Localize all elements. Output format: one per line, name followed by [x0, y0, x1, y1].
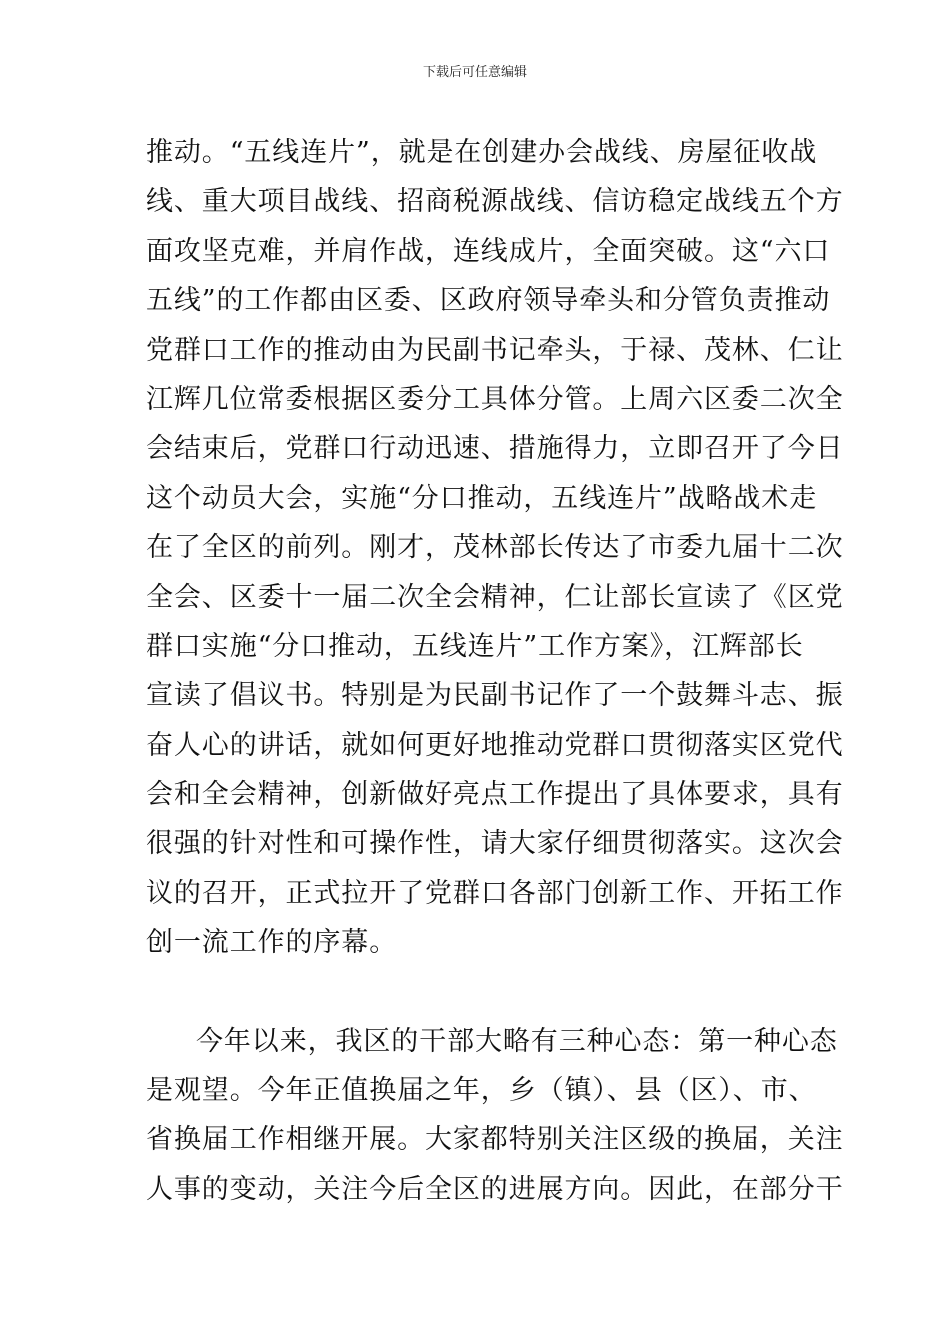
page-header: 下载后可任意编辑 — [422, 65, 527, 80]
text-line: 党群口工作的推动由为民副书记牵头，于禄、茂林、仁让 — [146, 334, 844, 366]
text-line: 人事的变动，关注今后全区的进展方向。因此，在部分干 — [146, 1173, 844, 1205]
text-line: 创一流工作的序幕。 — [146, 927, 398, 959]
text-line: 会和全会精神，创新做好亮点工作提出了具体要求，具有 — [146, 779, 844, 811]
paragraph-spacer — [146, 968, 811, 1017]
text-line: 面攻坚克难，并肩作战，连线成片，全面突破。这“六口 — [146, 235, 831, 267]
text-line-indented: 今年以来，我区的干部大略有三种心态：第一种心态 — [196, 1025, 838, 1057]
text-line: 这个动员大会，实施“分口推动，五线连片”战略战术走 — [146, 482, 818, 514]
paragraph-1 — [146, 128, 844, 968]
text-line: 议的召开，正式拉开了党群口各部门创新工作、开拓工作 — [146, 877, 844, 909]
text-line: 很强的针对性和可操作性，请大家仔细贯彻落实。这次会 — [146, 828, 844, 860]
text-line: 线、重大项目战线、招商税源战线、信访稳定战线五个方 — [146, 186, 844, 218]
paragraph-2 — [146, 1017, 844, 1215]
text-line: 五线”的工作都由区委、区政府领导牵头和分管负责推动 — [146, 285, 831, 317]
text-line: 是观望。今年正值换届之年，乡（镇）、县（区）、市、 — [146, 1075, 817, 1107]
text-line: 省换届工作相继开展。大家都特别关注区级的换届，关注 — [146, 1124, 844, 1156]
text-line: 推动。“五线连片”，就是在创建办会战线、房屋征收战 — [146, 137, 818, 168]
text-line: 江辉几位常委根据区委分工具体分管。上周六区委二次全 — [146, 383, 844, 415]
text-line: 奋人心的讲话，就如何更好地推动党群口贯彻落实区党代 — [146, 729, 844, 761]
text-line: 群口实施“分口推动，五线连片”工作方案》，江辉部长 — [146, 630, 804, 662]
text-line: 全会、区委十一届二次全会精神，仁让部长宣读了《区党 — [146, 581, 844, 613]
document-body — [146, 128, 844, 1214]
text-line: 会结束后，党群口行动迅速、措施得力，立即召开了今日 — [146, 433, 844, 465]
text-line: 宣读了倡议书。特别是为民副书记作了一个鼓舞斗志、振 — [146, 680, 844, 712]
text-line: 在了全区的前列。刚才，茂林部长传达了市委九届十二次 — [146, 532, 844, 564]
